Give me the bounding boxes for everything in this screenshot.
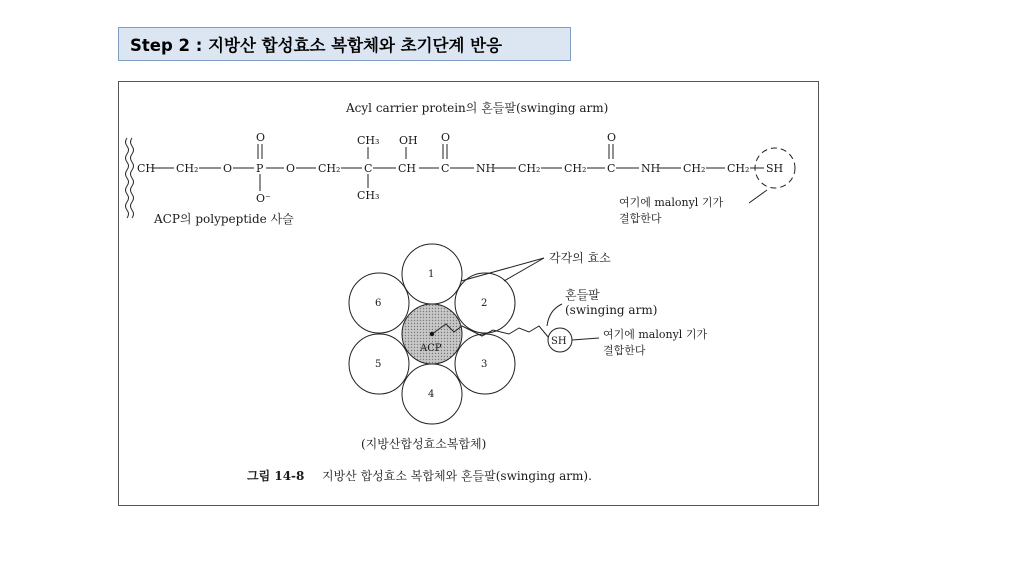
atom-sh: SH (766, 162, 784, 175)
chain-break-mark (126, 138, 129, 218)
caption-text: 지방산 합성효소 복합체와 혼들팔(swinging arm). (322, 469, 592, 483)
enzyme-number: 6 (375, 298, 382, 309)
chain-break-mark (131, 138, 134, 218)
enzyme-number: 5 (375, 359, 382, 370)
atom-ch2: CH₂ (683, 162, 706, 175)
atom-o-minus: O⁻ (256, 192, 271, 205)
acp-label: ACP (420, 343, 442, 354)
malonyl-pointer-line (572, 338, 599, 340)
atom-c: C (441, 162, 450, 175)
enzyme-pointer-line (504, 258, 544, 281)
enzyme-number: 1 (428, 269, 435, 280)
atom-o: O (286, 162, 296, 175)
swing-label-line2: (swinging arm) (565, 303, 658, 317)
atom-o: O (441, 131, 451, 144)
atom-ch3: CH₃ (357, 134, 380, 147)
malonyl-note-line1: 여기에 malonyl 기가 (603, 328, 708, 341)
slide-title: Step 2 : 지방산 합성효소 복합체와 초기단계 반응 (118, 27, 571, 61)
acp-swinging-arm-label: Acyl carrier protein의 혼들팔(swinging arm) (346, 101, 609, 115)
atom-oh: OH (399, 134, 418, 147)
fatty-acid-synthase-diagram (119, 82, 820, 507)
atom-ch: CH (398, 162, 417, 175)
enzyme-number: 4 (428, 389, 435, 400)
each-enzyme-label: 각각의 효소 (549, 251, 611, 265)
atom-o: O (256, 131, 266, 144)
enzyme-number: 3 (481, 359, 488, 370)
atom-c: C (364, 162, 373, 175)
enzyme-pointer-line (461, 258, 544, 281)
atom-ch: CH (137, 162, 156, 175)
malonyl-note-line2: 결합한다 (603, 344, 646, 357)
atom-p: P (256, 162, 264, 175)
malonyl-note-line1: 여기에 malonyl 기가 (619, 196, 724, 209)
figure-panel (118, 81, 819, 506)
sh-small-label: SH (551, 336, 567, 347)
atom-ch2: CH₂ (564, 162, 587, 175)
atom-ch2: CH₂ (176, 162, 199, 175)
caption-number: 그림 14-8 (247, 469, 305, 483)
atom-c: C (607, 162, 616, 175)
atom-nh: NH (476, 162, 496, 175)
swing-label-line1: 혼들팔 (565, 288, 600, 302)
atom-o: O (607, 131, 617, 144)
malonyl-note-line2: 결합한다 (619, 212, 662, 225)
acp-polypeptide-label: ACP의 polypeptide 사슬 (154, 212, 294, 226)
atom-ch2: CH₂ (727, 162, 750, 175)
atom-o: O (223, 162, 233, 175)
malonyl-pointer-line (749, 190, 767, 203)
atom-ch2: CH₂ (518, 162, 541, 175)
atom-ch2: CH₂ (318, 162, 341, 175)
atom-ch3: CH₃ (357, 189, 380, 202)
complex-label: (지방산합성효소복합체) (361, 437, 487, 451)
enzyme-number: 2 (481, 298, 488, 309)
swing-pointer-line (547, 304, 562, 326)
atom-nh: NH (641, 162, 661, 175)
chain-bonds (152, 144, 764, 191)
